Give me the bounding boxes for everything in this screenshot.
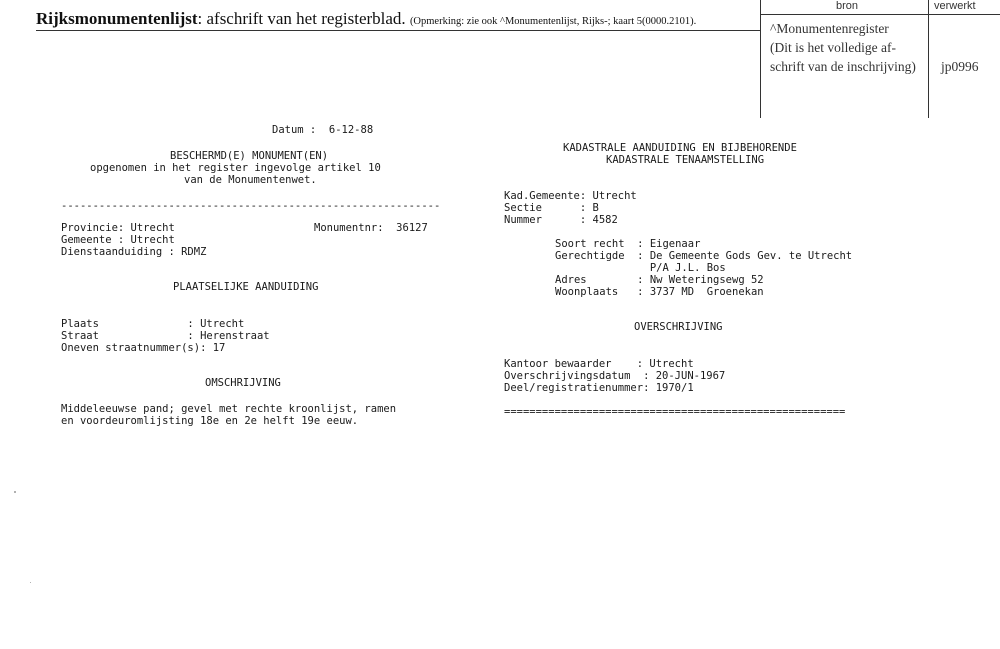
register-line-2: (Dit is het volledige af- (770, 40, 896, 55)
omschrijving-heading: OMSCHRIJVING (205, 377, 281, 389)
monumentnr: Monumentnr: 36127 (314, 222, 428, 234)
bron-label: bron (836, 0, 859, 12)
soort-recht: Soort recht : Eigenaar (555, 238, 701, 250)
dash-rule: ------------------------------------------------------------ (61, 200, 441, 212)
kadastrale-subheading: KADASTRALE TENAAMSTELLING (606, 154, 765, 166)
deel-registratienummer: Deel/registratienummer: 1970/1 (504, 382, 694, 394)
woonplaats: Woonplaats : 3737 MD Groenekan (555, 286, 764, 298)
nummer: Nummer : 4582 (504, 214, 618, 226)
scan-speck (14, 491, 16, 493)
scan-speck (30, 582, 31, 583)
meta-header-rule (760, 14, 1000, 15)
meta-box (760, 0, 1000, 118)
plaats: Plaats : Utrecht (61, 318, 245, 330)
provincie: Provincie: Utrecht (61, 222, 175, 234)
monument-subheading-2: van de Monumentenwet. (184, 174, 317, 186)
equals-rule: ====================================================== (504, 406, 846, 418)
kantoor-bewaarder: Kantoor bewaarder : Utrecht (504, 358, 694, 370)
datum: Datum : 6-12-88 (272, 124, 374, 136)
header-rule (36, 30, 760, 31)
oneven-straatnummer: Oneven straatnummer(s): 17 (61, 342, 226, 354)
omschrijving-line-2: en voordeuromlijsting 18e en 2e helft 19e eeuw. (61, 415, 359, 427)
register-line-1: ^Monumentenregister (770, 21, 889, 36)
overschrijving-heading: OVERSCHRIJVING (634, 321, 723, 333)
monument-subheading: opgenomen in het register ingevolge artikel 10 (90, 162, 381, 174)
title-bold: Rijksmonumentenlijst (36, 9, 198, 28)
page-title (36, 9, 696, 29)
overschrijvingsdatum: Overschrijvingsdatum : 20-JUN-1967 (504, 370, 726, 382)
verwerkt-label: verwerkt (934, 0, 976, 12)
monument-heading: BESCHERMD(E) MONUMENT(EN) (170, 150, 329, 162)
title-rest: : afschrift van het registerblad. (197, 9, 406, 28)
gemeente: Gemeente : Utrecht (61, 234, 175, 246)
adres: Adres : Nw Weteringsewg 52 (555, 274, 764, 286)
header-note: (Opmerking: zie ook ^Monumentenlijst, Rijks-; kaart 5(0000.2101). (409, 16, 697, 27)
pa-line: P/A J.L. Bos (555, 262, 726, 274)
straat: Straat : Herenstraat (61, 330, 270, 342)
sectie: Sectie : B (504, 202, 599, 214)
kad-gemeente: Kad.Gemeente: Utrecht (504, 190, 637, 202)
gerechtigde: Gerechtigde : De Gemeente Gods Gev. te Utrecht (555, 250, 853, 262)
meta-divider (928, 0, 929, 118)
meta-left-border (760, 0, 761, 118)
dienstaanduiding: Dienstaanduiding : RDMZ (61, 246, 207, 258)
register-line-3: schrift van de inschrijving) (770, 59, 916, 74)
omschrijving-line-1: Middeleeuwse pand; gevel met rechte kroonlijst, ramen (61, 403, 397, 415)
kadastrale-heading: KADASTRALE AANDUIDING EN BIJBEHORENDE (563, 142, 797, 154)
verwerkt-value: jp0996 (941, 59, 979, 74)
plaatselijke-heading: PLAATSELIJKE AANDUIDING (173, 281, 319, 293)
